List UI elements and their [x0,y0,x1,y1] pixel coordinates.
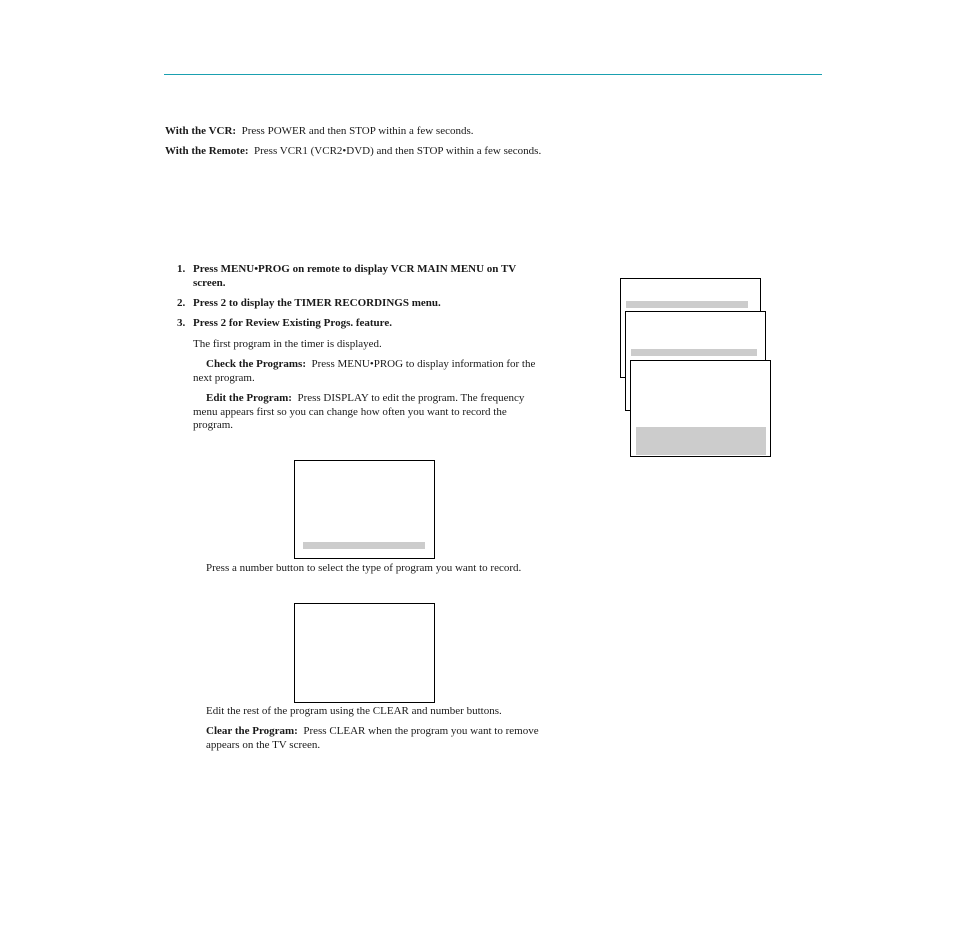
vcr-instruction [165,125,474,138]
edit-rest-text: Edit the rest of the program using the CLEAR and number buttons. [206,705,502,717]
clear-program-text: Press CLEAR when the program you want to remove [303,725,539,737]
step-1-number: 1. [177,263,186,275]
remote-label: With the Remote: [165,145,249,157]
vcr-label: With the VCR: [165,125,237,137]
header-rule [164,74,822,75]
check-programs-label: Check the Programs: [206,358,306,370]
step-3-text: Press 2 for Review Existing Progs. feature. [193,317,392,329]
check-programs-line2: next program. [193,372,255,384]
frequency-menu-highlight [303,542,425,549]
check-programs-line1 [206,358,535,371]
step-2-number: 2. [177,297,186,309]
existing-program-screen [630,360,771,457]
main-menu-highlight [626,301,748,308]
frequency-menu-screen [294,460,435,559]
remote-instruction [165,145,541,158]
first-program-text: The first program in the timer is displayed. [193,338,382,350]
edit-program-label: Edit the Program: [206,392,292,404]
edit-program-line3: program. [193,419,234,431]
timer-menu-highlight [631,349,757,356]
step-1-line2: screen. [193,277,226,289]
check-programs-text: Press MENU•PROG to display information for the [311,358,536,370]
clear-program-line1 [206,725,539,738]
vcr-text: Press POWER and then STOP within a few seconds. [241,125,474,137]
step-2-text: Press 2 to display the TIMER RECORDINGS menu. [193,297,441,309]
step-1-line1: Press MENU•PROG on remote to display VCR MAIN MENU on TV [193,263,517,275]
existing-program-highlight [636,427,766,455]
remote-text: Press VCR1 (VCR2•DVD) and then STOP within a few seconds. [254,145,542,157]
edit-program-line2: menu appears first so you can change how often you want to record the [193,406,507,418]
step-3-number: 3. [177,317,186,329]
edit-program-text: Press DISPLAY to edit the program. The frequency [297,392,525,404]
clear-program-label: Clear the Program: [206,725,298,737]
press-number-text: Press a number button to select the type of program you want to record. [206,562,522,574]
program-type-screen [294,603,435,703]
clear-program-line2: appears on the TV screen. [206,739,321,751]
edit-program-line1 [206,392,524,405]
